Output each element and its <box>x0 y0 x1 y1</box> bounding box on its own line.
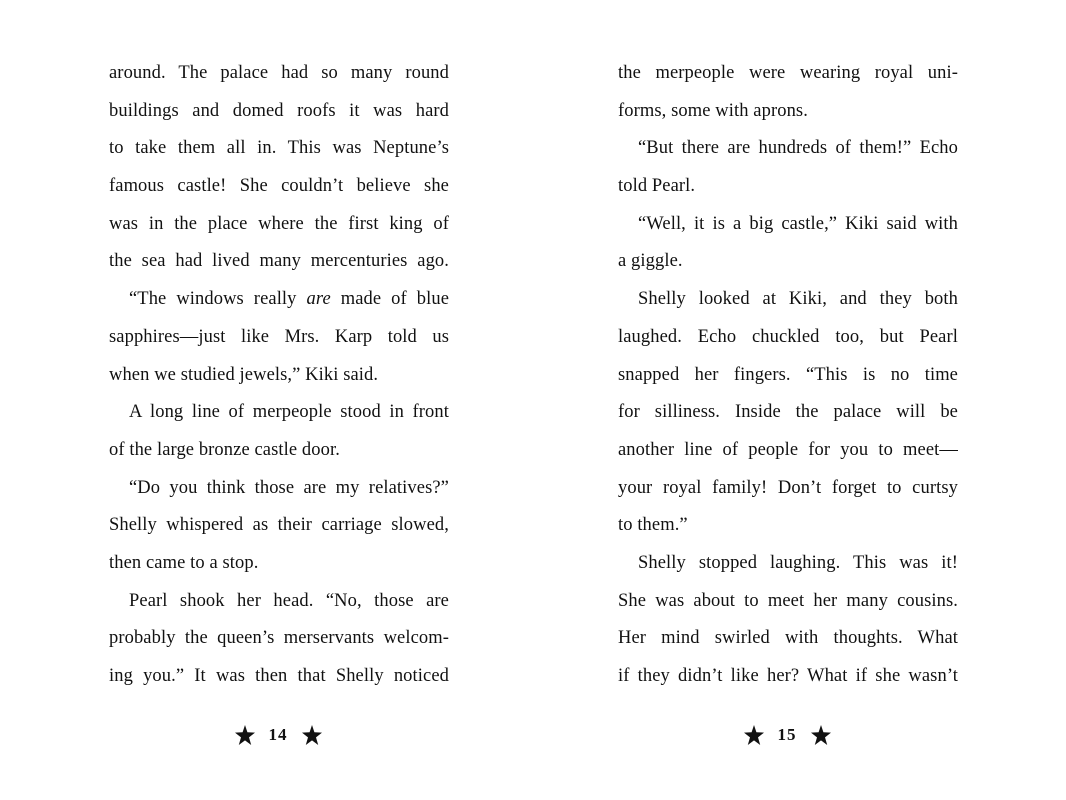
text-line: was in the place where the first king of <box>109 213 449 234</box>
text-line: laughed. Echo chuckled too, but Pearl <box>618 326 958 347</box>
text-line: ing you.” It was then that Shelly noticed <box>109 666 449 686</box>
text-fragment: made of blue <box>330 289 449 310</box>
text-line: Shelly stopped laughing. This was it! <box>638 552 958 573</box>
text-line: buildings and domed roofs it was hard <box>109 100 449 121</box>
text-line: “Do you think those are my relatives?” <box>129 477 449 498</box>
text-line: probably the queen’s merservants welcom- <box>109 628 449 649</box>
text-line: Shelly looked at Kiki, and they both <box>638 289 958 310</box>
text-line: Her mind swirled with thoughts. What <box>618 628 958 649</box>
left-page-text <box>109 55 449 696</box>
star-icon <box>235 725 255 745</box>
text-line: Pearl shook her head. “No, those are <box>129 590 449 611</box>
text-line: to take them all in. This was Neptune’s <box>109 138 449 159</box>
text-line: “But there are hundreds of them!” Echo <box>638 138 958 159</box>
page-number-footer <box>727 720 847 750</box>
text-line: around. The palace had so many round <box>109 63 449 83</box>
text-line: if they didn’t like her? What if she wasn’t <box>618 666 958 686</box>
text-line: forms, some with aprons. <box>618 100 808 121</box>
text-line: when we studied jewels,” Kiki said. <box>109 364 379 385</box>
right-page <box>533 0 1066 800</box>
star-icon <box>811 725 831 745</box>
text-line: She was about to meet her many cousins. <box>618 590 958 611</box>
page-number: 15 <box>777 725 797 744</box>
text-line: another line of people for you to meet— <box>618 439 958 460</box>
text-line: sapphires—just like Mrs. Karp told us <box>109 326 449 347</box>
right-page-text <box>618 55 958 696</box>
text-line: Shelly whispered as their carriage slowed, <box>109 515 449 536</box>
text-line: a giggle. <box>618 251 683 272</box>
text-line: your royal family! Don’t forget to curtsy <box>618 477 958 498</box>
text-line: “Well, it is a big castle,” Kiki said with <box>638 213 958 234</box>
star-icon <box>744 725 764 745</box>
text-line: snapped her fingers. “This is no time <box>618 364 958 385</box>
text-line: for silliness. Inside the palace will be <box>618 402 958 423</box>
text-fragment: “The windows really <box>129 289 307 310</box>
page-number: 14 <box>268 725 288 744</box>
text-line: A long line of merpeople stood in front <box>129 402 449 423</box>
text-line: then came to a stop. <box>109 552 259 573</box>
text-line: the sea had lived many mercenturies ago. <box>109 251 449 272</box>
emphasized-word: are <box>306 289 331 310</box>
page-number-footer <box>218 720 338 750</box>
star-icon <box>302 725 322 745</box>
text-line: of the large bronze castle door. <box>109 439 340 460</box>
text-line: famous castle! She couldn’t believe she <box>109 176 449 197</box>
text-line: to them.” <box>618 515 688 536</box>
text-line-emphasis <box>109 281 449 319</box>
text-line: the merpeople were wearing royal uni- <box>618 63 958 83</box>
text-line: told Pearl. <box>618 176 696 197</box>
